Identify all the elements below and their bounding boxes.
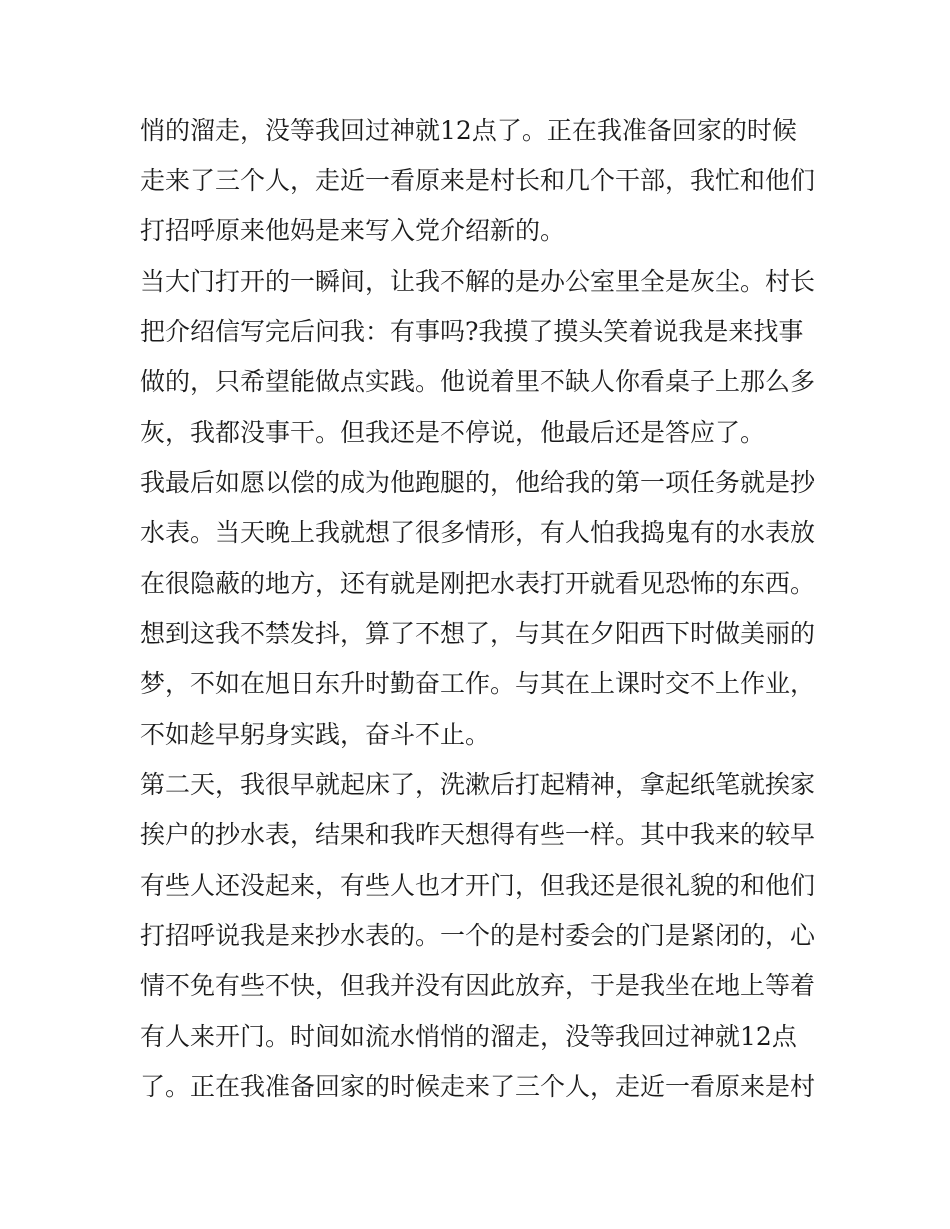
text-line: 在很隐蔽的地方，还有就是刚把水表打开就看见恐怖的东西。 <box>140 569 816 598</box>
text-line: 把介绍信写完后问我：有事吗?我摸了摸头笑着说我是来找事 <box>140 317 804 346</box>
text-line: 走来了三个人，走近一看原来是村长和几个干部，我忙和他们 <box>140 166 816 195</box>
text-line: 不如趁早躬身实践，奋斗不止。 <box>140 720 491 749</box>
text-line: 悄的溜走，没等我回过神就12点了。正在我准备回家的时候 <box>140 116 797 145</box>
text-line: 打招呼说我是来抄水表的。一个的是村委会的门是紧闭的，心 <box>140 921 816 950</box>
text-line: 有人来开门。时间如流水悄悄的溜走，没等我回过神就12点 <box>140 1022 797 1051</box>
text-line: 挨户的抄水表，结果和我昨天想得有些一样。其中我来的较早 <box>140 820 816 849</box>
text-line: 灰，我都没事干。但我还是不停说，他最后还是答应了。 <box>140 418 766 447</box>
text-line: 梦，不如在旭日东升时勤奋工作。与其在上课时交不上作业， <box>140 669 816 698</box>
text-line: 做的，只希望能做点实践。他说着里不缺人你看桌子上那么多 <box>140 367 816 396</box>
text-line: 我最后如愿以偿的成为他跑腿的，他给我的第一项任务就是抄 <box>140 468 816 497</box>
text-line: 打招呼原来他妈是来写入党介绍新的。 <box>140 216 566 245</box>
text-line: 有些人还没起来，有些人也才开门，但我还是很礼貌的和他们 <box>140 871 816 900</box>
text-line: 水表。当天晚上我就想了很多情形，有人怕我捣鬼有的水表放 <box>140 518 816 547</box>
text-line: 第二天，我很早就起床了，洗漱后打起精神，拿起纸笔就挨家 <box>140 770 816 799</box>
text-line: 当大门打开的一瞬间，让我不解的是办公室里全是灰尘。村长 <box>140 267 816 296</box>
text-line: 情不免有些不快，但我并没有因此放弃，于是我坐在地上等着 <box>140 971 816 1000</box>
text-line: 了。正在我准备回家的时候走来了三个人，走近一看原来是村 <box>140 1072 816 1101</box>
text-line: 想到这我不禁发抖，算了不想了，与其在夕阳西下时做美丽的 <box>140 619 816 648</box>
